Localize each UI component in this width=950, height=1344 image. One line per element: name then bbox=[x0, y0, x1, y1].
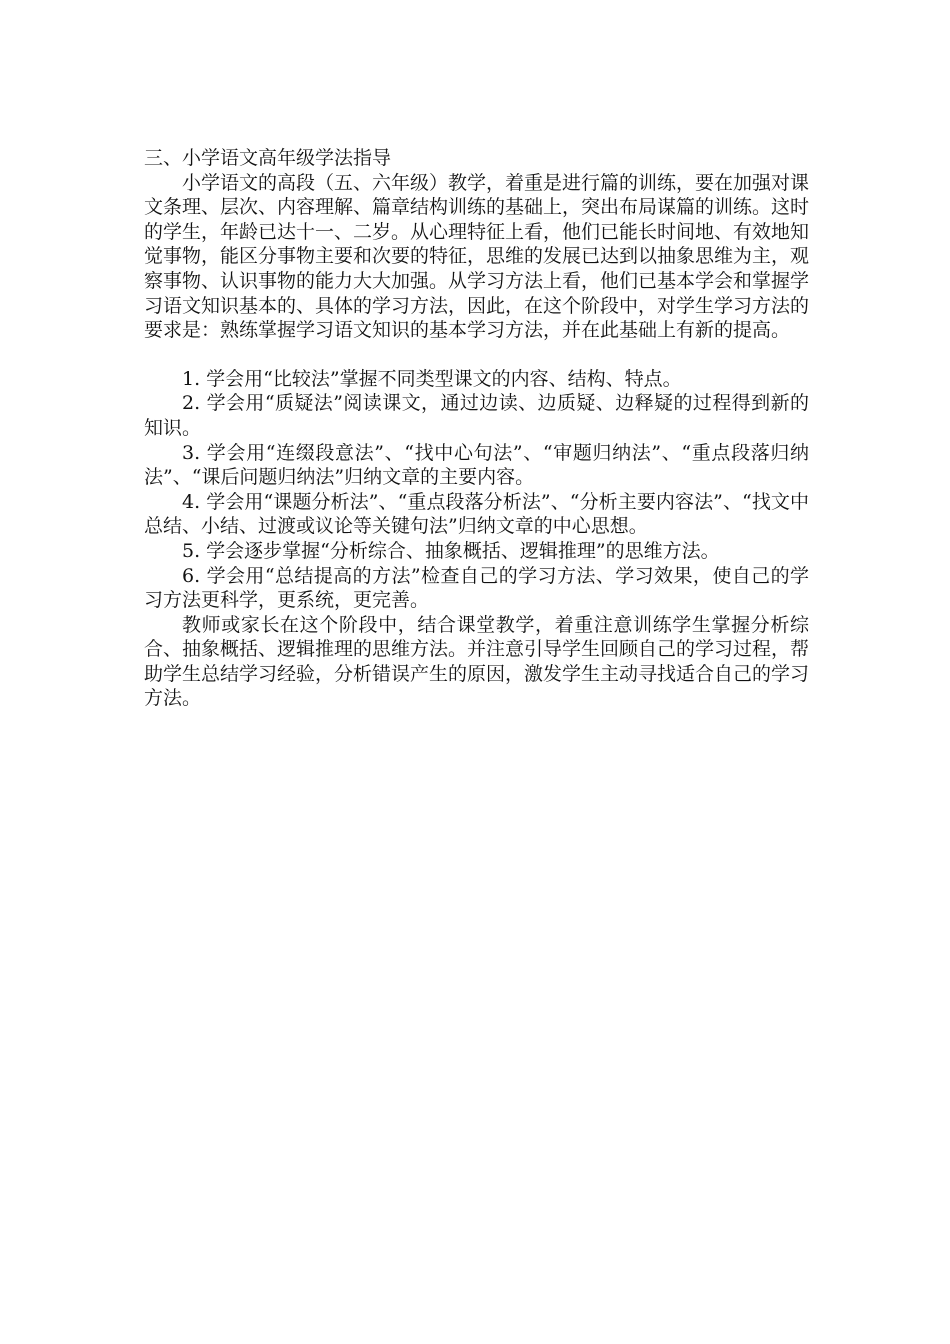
closing-paragraph: 教师或家长在这个阶段中，结合课堂教学，着重注意训练学生掌握分析综合、抽象概括、逻辑推理的思维方法。并注意引导学生回顾自己的学习过程，帮助学生总结学习经验，分析错误产生的原因，激发学生主动寻找适合自己的学习方法。 bbox=[144, 613, 810, 710]
method-item-6: 6. 学会用“总结提高的方法”检查自己的学习方法、学习效果，使自己的学习方法更科学，更系统，更完善。 bbox=[144, 564, 809, 612]
intro-paragraph: 小学语文的高段（五、六年级）教学，着重是进行篇的训练，要在加强对课文条理、层次、内容理解、篇章结构训练的基础上，突出布局谋篇的训练。这时的学生，年龄已达十一、二岁。从心理特征上看，他们已能长时间地、有效地知觉事物，能区分事物主要和次要的特征，思维的发展已达到以抽象思维为主，观察事物、认识事物的能力大大加强。从学习方法上看，他们已基本学会和掌握学习语文知识基本的、具体的学习方法，因此，在这个阶段中，对学生学习方法的要求是：熟练掌握学习语文知识的基本学习方法，并在此基础上有新的提高。 bbox=[144, 171, 810, 342]
method-item-1: 1. 学会用“比较法”掌握不同类型课文的内容、结构、特点。 bbox=[182, 367, 682, 390]
method-item-4: 4. 学会用“课题分析法”、“重点段落分析法”、“分析主要内容法”、“找文中总结、小结、过渡或议论等关键句法”归纳文章的中心思想。 bbox=[144, 490, 809, 538]
method-item-3: 3. 学会用“连缀段意法”、“找中心句法”、“审题归纳法”、“重点段落归纳法”、“课后问题归纳法”归纳文章的主要内容。 bbox=[144, 441, 809, 489]
method-item-5: 5. 学会逐步掌握“分析综合、抽象概括、逻辑推理”的思维方法。 bbox=[182, 539, 720, 562]
section-heading: 三、小学语文高年级学法指导 bbox=[144, 147, 392, 169]
method-item-2: 2. 学会用“质疑法”阅读课文，通过边读、边质疑、边释疑的过程得到新的知识。 bbox=[144, 392, 809, 439]
document-body bbox=[144, 146, 809, 711]
